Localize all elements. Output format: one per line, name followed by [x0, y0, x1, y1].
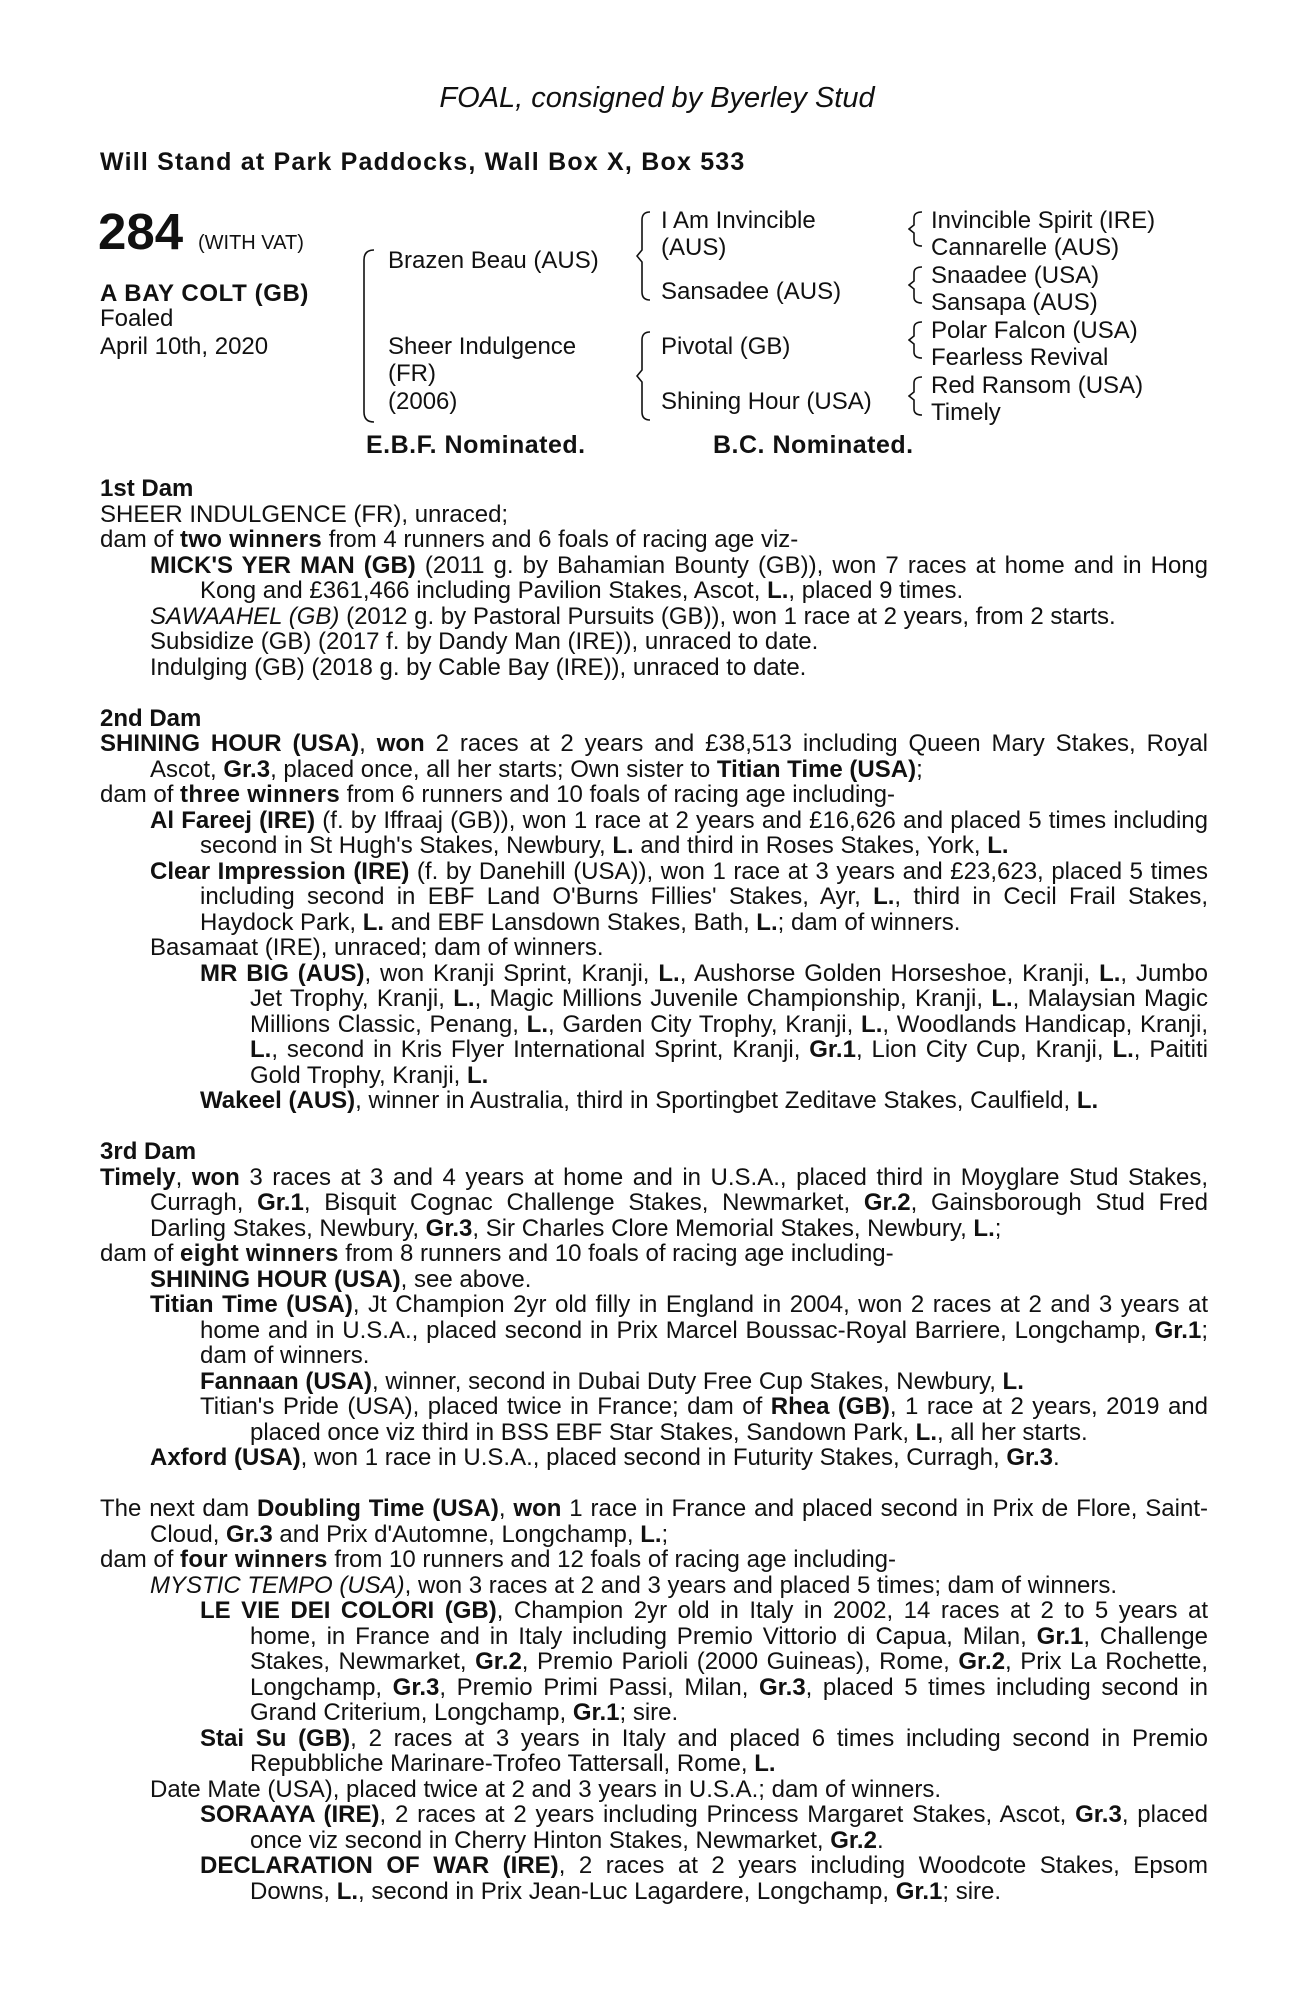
- pedigree-g3: Snaadee (USA): [931, 262, 1100, 289]
- pedigree-g1: Invincible Spirit (IRE): [931, 207, 1156, 234]
- produce-axford: Axford (USA), won 1 race in U.S.A., placed second in Futurity Stakes, Curragh, Gr.3.: [150, 1444, 1060, 1471]
- pedigree-sire-sire-country: (AUS): [661, 234, 727, 261]
- first-dam-produce-line: dam of two winners from 4 runners and 6 foals of racing age viz-: [100, 526, 799, 553]
- next-dam-line: The next dam Doubling Time (USA), won 1 race in France and placed second in Prix de Flore, Saint-Cloud, Gr.3 and Prix d'Automne, Longchamp, L.;: [100, 1495, 1208, 1548]
- pedigree-sire-sire: I Am Invincible: [661, 207, 816, 234]
- produce-basamaat: Basamaat (IRE), unraced; dam of winners.: [150, 934, 604, 961]
- produce-soraaya: SORAAYA (IRE), 2 races at 2 years including Princess Margaret Stakes, Ascot, Gr.3, placed once viz second in Cherry Hinton Stakes, Newmarket, Gr.2.: [200, 1801, 1209, 1854]
- third-dam-produce-line: dam of eight winners from 8 runners and 10 foals of racing age including-: [100, 1240, 894, 1267]
- pedigree-g8: Timely: [931, 399, 1001, 426]
- produce-indulging: Indulging (GB) (2018 g. by Cable Bay (IRE)), unraced to date.: [150, 653, 807, 681]
- produce-mystic-tempo: MYSTIC TEMPO (USA), won 3 races at 2 and 3 years and placed 5 times; dam of winners.: [150, 1571, 1118, 1599]
- lot-title: A BAY COLT (GB): [100, 280, 310, 307]
- produce-al-fareej: Al Fareej (IRE) (f. by Iffraaj (GB)), won 1 race at 2 years and £16,626 and placed 5 times including second in St Hugh's Stakes, Newbury, L. and third in Roses Stakes, York, L.: [150, 806, 1208, 859]
- produce-micks-yer-man: MICK'S YER MAN (GB) (2011 g. by Bahamian Bounty (GB)), won 7 races at home and in Hong Kong and £361,466 including Pavilion Stakes, Ascot, L., placed 9 times.: [150, 551, 1208, 604]
- next-dam-produce-line: dam of four winners from 10 runners and 12 foals of racing age including-: [100, 1546, 897, 1573]
- second-dam-line: SHINING HOUR (USA), won 2 races at 2 years and £38,513 including Queen Mary Stakes, Royal Ascot, Gr.3, placed once, all her starts; Own sister to Titian Time (USA);: [100, 730, 1208, 783]
- pedigree-sire-dam: Sansadee (AUS): [661, 278, 842, 305]
- pedigree-g5: Polar Falcon (USA): [931, 317, 1138, 344]
- pedigree-bracket-sire: [636, 210, 652, 302]
- pedigree-dam-country: (FR): [388, 360, 436, 387]
- pedigree-bracket-g2: [908, 265, 924, 305]
- pedigree-sire: Brazen Beau (AUS): [388, 247, 599, 274]
- foaled-label: Foaled: [100, 305, 174, 332]
- pedigree-dam-dam: Shining Hour (USA): [661, 388, 872, 415]
- catalogue-body: [100, 476, 1208, 1904]
- foaled-date: April 10th, 2020: [100, 333, 269, 360]
- pedigree-g7: Red Ransom (USA): [931, 372, 1144, 399]
- consignor-line: FOAL, consigned by Byerley Stud: [439, 82, 875, 114]
- vat-note: (WITH VAT): [198, 232, 304, 254]
- pedigree-bracket-g4: [908, 375, 924, 417]
- pedigree-bracket-dam: [636, 330, 652, 422]
- pedigree-bracket-main: [358, 248, 376, 424]
- pedigree-dam: Sheer Indulgence: [388, 333, 577, 360]
- produce-shining-hour: SHINING HOUR (USA), see above.: [150, 1265, 532, 1293]
- produce-stai-su: Stai Su (GB), 2 races at 3 years in Italy and placed 6 times including second in Premio Repubbliche Marinare-Trofeo Tattersall, Rome, L.: [200, 1724, 1208, 1777]
- pedigree-bracket-g1: [908, 210, 924, 248]
- stand-location: Will Stand at Park Paddocks, Wall Box X, Box 533: [100, 148, 746, 176]
- first-dam-line: SHEER INDULGENCE (FR), unraced;: [100, 500, 509, 528]
- pedigree-dam-year: (2006): [388, 388, 458, 415]
- bc-nominated: B.C. Nominated.: [713, 431, 914, 459]
- pedigree-g6: Fearless Revival: [931, 344, 1109, 371]
- third-dam-heading: 3rd Dam: [100, 1138, 197, 1165]
- produce-wakeel: Wakeel (AUS), winner in Australia, third in Sportingbet Zeditave Stakes, Caulfield, L.: [200, 1087, 1099, 1114]
- second-dam-heading: 2nd Dam: [100, 704, 202, 732]
- produce-date-mate: Date Mate (USA), placed twice at 2 and 3 years in U.S.A.; dam of winners.: [150, 1775, 942, 1803]
- first-dam-heading: 1st Dam: [100, 475, 194, 502]
- produce-titians-pride: Titian's Pride (USA), placed twice in France; dam of Rhea (GB), 1 race at 2 years, 2019 and placed once viz third in BSS EBF Star Stakes, Sandown Park, L., all her starts.: [200, 1393, 1208, 1446]
- pedigree-g2: Cannarelle (AUS): [931, 234, 1120, 261]
- produce-subsidize: Subsidize (GB) (2017 f. by Dandy Man (IRE)), unraced to date.: [150, 628, 819, 655]
- produce-mr-big: MR BIG (AUS), won Kranji Sprint, Kranji, L., Aushorse Golden Horseshoe, Kranji, L., Jumbo Jet Trophy, Kranji, L., Magic Millions Juvenile Championship, Kranji, L., Malaysian Magic Millions Classic, Penang, L., Garden City Trophy, Kranji, L., Woodlands Handicap, Kranji, L., second in Kris Flyer International Sprint, Kranji, Gr.1, Lion City Cup, Kranji, L., Paititi Gold Trophy, Kranji, L.: [200, 959, 1209, 1089]
- pedigree-dam-sire: Pivotal (GB): [661, 333, 791, 360]
- second-dam-produce-line: dam of three winners from 6 runners and 10 foals of racing age including-: [100, 781, 895, 808]
- pedigree-bracket-g3: [908, 320, 924, 360]
- produce-sawaahel: SAWAAHEL (GB) (2012 g. by Pastoral Pursuits (GB)), won 1 race at 2 years, from 2 starts.: [150, 602, 1116, 630]
- produce-clear-impression: Clear Impression (IRE) (f. by Danehill (USA)), won 1 race at 3 years and £23,623, placed 5 times including second in EBF Land O'Burns Fillies' Stakes, Ayr, L., third in Cecil Frail Stakes, Haydock Park, L. and EBF Lansdown Stakes, Bath, L.; dam of winners.: [150, 857, 1208, 936]
- produce-fannaan: Fannaan (USA), winner, second in Dubai Duty Free Cup Stakes, Newbury, L.: [200, 1367, 1024, 1395]
- produce-declaration-of-war: DECLARATION OF WAR (IRE), 2 races at 2 years including Woodcote Stakes, Epsom Downs, L., second in Prix Jean-Luc Lagardere, Longchamp, Gr.1; sire.: [200, 1852, 1208, 1905]
- lot-number: 284: [98, 203, 184, 260]
- pedigree-g4: Sansapa (AUS): [931, 289, 1098, 316]
- ebf-nominated: E.B.F. Nominated.: [366, 431, 586, 459]
- produce-le-vie-dei-colori: LE VIE DEI COLORI (GB), Champion 2yr old in Italy in 2002, 14 races at 2 to 5 years at home, in France and in Italy including Premio Vittorio di Capua, Milan, Gr.1, Challenge Stakes, Newmarket, Gr.2, Premio Parioli (2000 Guineas), Rome, Gr.2, Prix La Rochette, Longchamp, Gr.3, Premio Primi Passi, Milan, Gr.3, placed 5 times including second in Grand Criterium, Longchamp, Gr.1; sire.: [200, 1597, 1209, 1726]
- third-dam-line: Timely, won 3 races at 3 and 4 years at home and in U.S.A., placed third in Moyglare Stud Stakes, Curragh, Gr.1, Bisquit Cognac Challenge Stakes, Newmarket, Gr.2, Gainsborough Stud Fred Darling Stakes, Newbury, Gr.3, Sir Charles Clore Memorial Stakes, Newbury, L.;: [100, 1163, 1209, 1242]
- produce-titian-time: Titian Time (USA), Jt Champion 2yr old filly in England in 2004, won 2 races at 2 and 3 years at home and in U.S.A., placed second in Prix Marcel Boussac-Royal Barriere, Longchamp, Gr.1; dam of winners.: [150, 1291, 1208, 1369]
